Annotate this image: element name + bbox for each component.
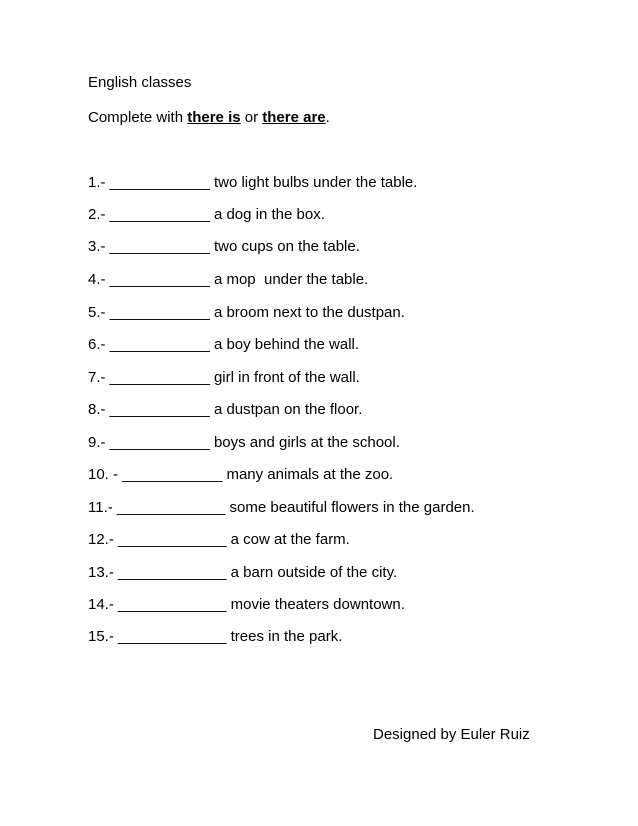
exercise-item-10: 10. - ____________ many animals at the zoo. xyxy=(88,466,394,483)
exercise-item-1: 1.- ____________ two light bulbs under the table. xyxy=(88,174,418,191)
worksheet-heading: English classes xyxy=(88,74,192,91)
exercise-item-3: 3.- ____________ two cups on the table. xyxy=(88,238,360,255)
instruction-middle: or xyxy=(240,109,263,126)
option-there-are: there are xyxy=(262,109,326,126)
exercise-item-5: 5.- ____________ a broom next to the dustpan. xyxy=(88,304,405,321)
exercise-item-7: 7.- ____________ girl in front of the wall. xyxy=(88,369,360,386)
exercise-item-8: 8.- ____________ a dustpan on the floor. xyxy=(88,401,363,418)
exercise-item-11: 11.- _____________ some beautiful flowers in the garden. xyxy=(88,499,475,516)
exercise-item-6: 6.- ____________ a boy behind the wall. xyxy=(88,336,360,353)
instruction-suffix: . xyxy=(325,109,330,126)
exercise-item-14: 14.- _____________ movie theaters downtown. xyxy=(88,596,405,613)
exercise-item-2: 2.- ____________ a dog in the box. xyxy=(88,206,325,223)
instruction-prefix: Complete with xyxy=(88,109,188,126)
exercise-item-13: 13.- _____________ a barn outside of the city. xyxy=(88,564,398,581)
designer-credit: Designed by Euler Ruiz xyxy=(373,726,530,743)
instruction-line xyxy=(88,109,330,127)
option-there-is: there is xyxy=(187,109,241,126)
exercise-item-4: 4.- ____________ a mop under the table. xyxy=(88,271,369,288)
exercise-item-15: 15.- _____________ trees in the park. xyxy=(88,628,343,645)
exercise-item-9: 9.- ____________ boys and girls at the school. xyxy=(88,434,400,451)
exercise-item-12: 12.- _____________ a cow at the farm. xyxy=(88,531,350,548)
